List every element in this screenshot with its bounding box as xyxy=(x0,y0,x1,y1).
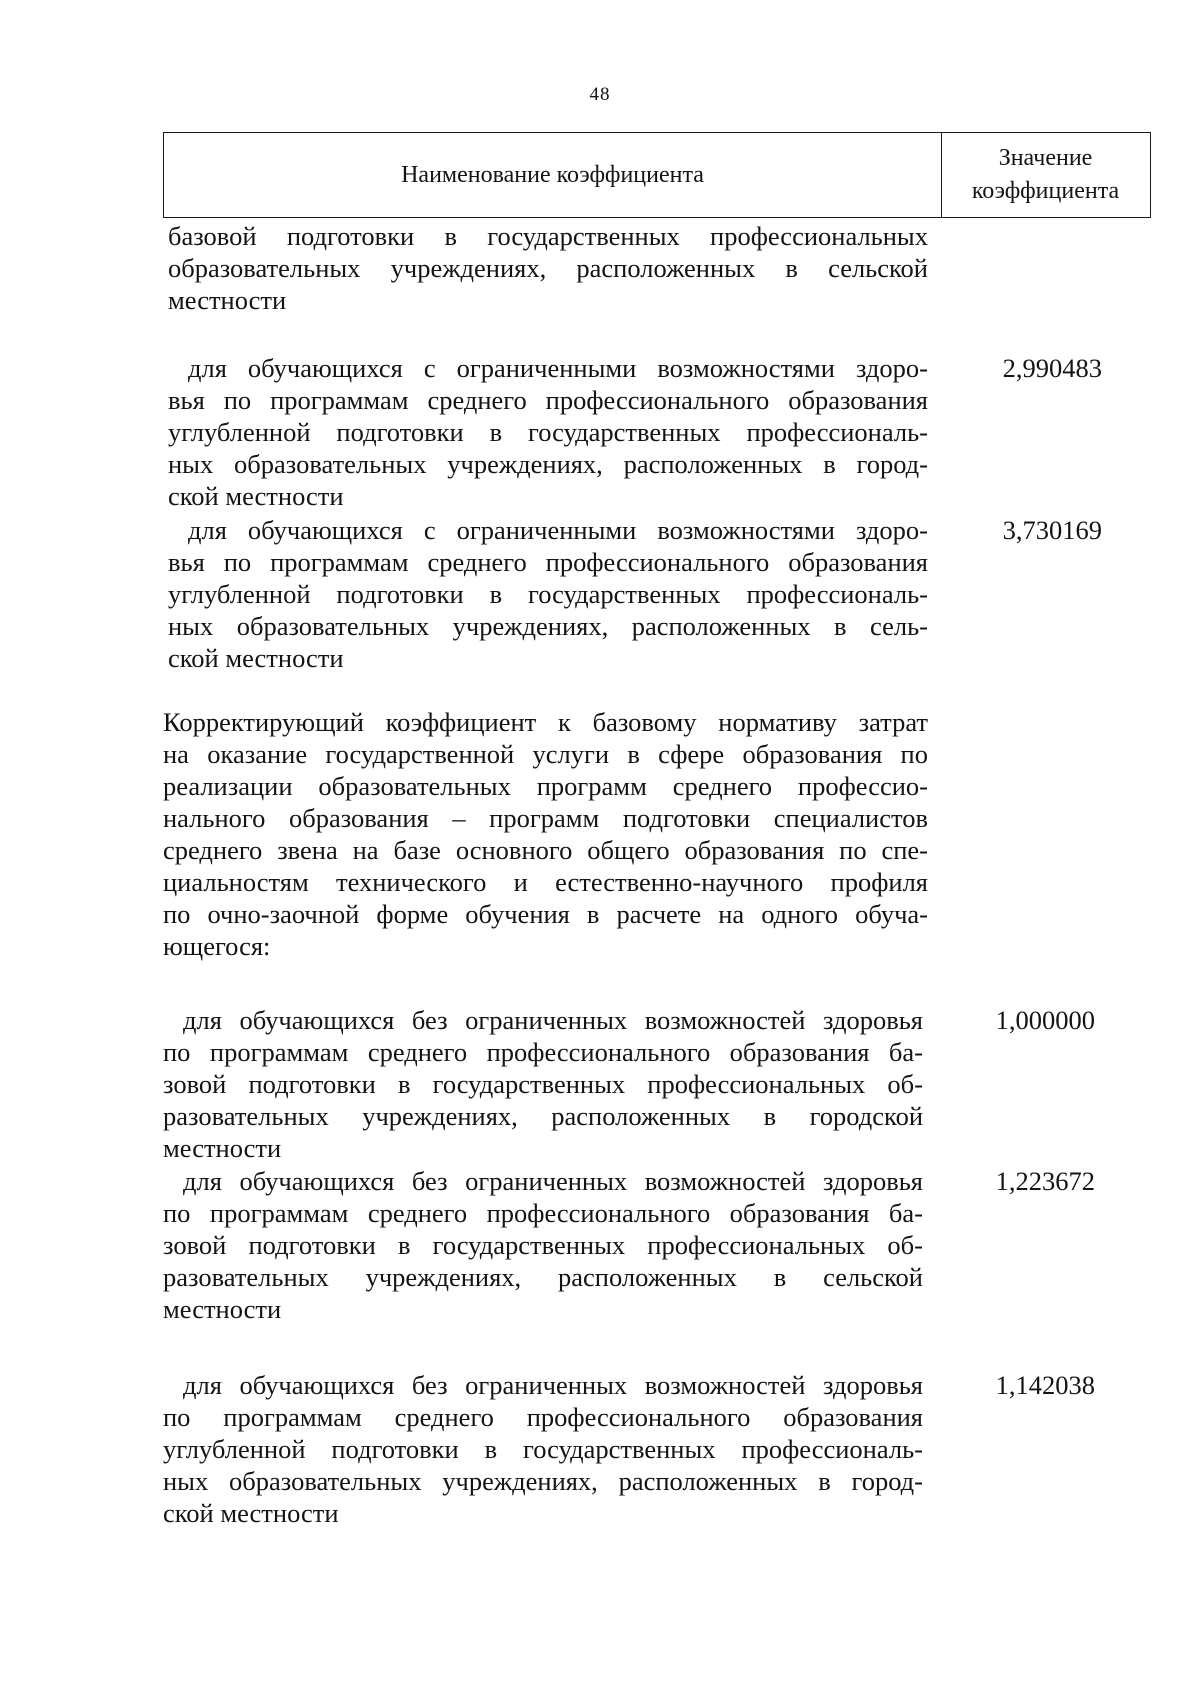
block-line: вья по программам среднего профессионального образования xyxy=(168,547,928,577)
block-line: для обучающихся без ограниченных возможностей здоровья xyxy=(183,1166,923,1196)
block-line: углубленной подготовки в государственных профессиональ- xyxy=(163,1434,923,1464)
coefficient-value: 1,142038 xyxy=(995,1370,1095,1400)
block-line: местности xyxy=(163,1294,282,1324)
block-line: местности xyxy=(163,1133,282,1163)
value-column-header-line1: Значение xyxy=(998,145,1093,171)
block-line: для обучающихся с ограниченными возможностями здоро- xyxy=(188,515,928,545)
value-column-header-line2: коэффициента xyxy=(971,178,1120,204)
page-number: 48 xyxy=(589,84,611,105)
block-line: ющегося: xyxy=(163,931,271,961)
block-line: по программам среднего профессионального образования xyxy=(163,1402,923,1432)
block-line: местности xyxy=(168,285,287,315)
block-line: реализации образовательных программ среднего профессио- xyxy=(163,771,928,801)
block-line: образовательных учреждениях, расположенных в сельской xyxy=(168,253,928,283)
block-line: вья по программам среднего профессионального образования xyxy=(168,385,928,415)
block-line: разовательных учреждениях, расположенных в сельской xyxy=(163,1262,923,1292)
block-line: ской местности xyxy=(163,1498,339,1528)
block-line: базовой подготовки в государственных профессиональных xyxy=(168,221,928,251)
block-line: для обучающихся без ограниченных возможностей здоровья xyxy=(183,1370,923,1400)
block-line: ской местности xyxy=(168,643,344,673)
block-line: ской местности xyxy=(168,481,344,511)
block-line: по программам среднего профессионального образования ба- xyxy=(163,1037,923,1067)
coefficient-value: 1,223672 xyxy=(995,1166,1095,1196)
block-line: для обучающихся с ограниченными возможностями здоро- xyxy=(188,353,928,383)
name-column-header-label: Наименование коэффициента xyxy=(401,161,704,188)
block-line: на оказание государственной услуги в сфере образования по xyxy=(163,739,928,769)
coefficient-value: 1,000000 xyxy=(995,1005,1095,1035)
block-line: углубленной подготовки в государственных профессиональ- xyxy=(168,579,928,609)
name-column-header xyxy=(164,133,942,217)
block-line: по программам среднего профессионального образования ба- xyxy=(163,1198,923,1228)
table-header xyxy=(163,132,1151,218)
coefficient-value: 2,990483 xyxy=(1002,353,1102,383)
block-line: нального образования – программ подготовки специалистов xyxy=(163,803,928,833)
block-line: ных образовательных учреждениях, расположенных в город- xyxy=(168,449,928,479)
block-line: среднего звена на базе основного общего образования по спе- xyxy=(163,835,928,865)
block-line: для обучающихся без ограниченных возможностей здоровья xyxy=(183,1005,923,1035)
coefficient-value: 3,730169 xyxy=(1002,515,1102,545)
block-line: Корректирующий коэффициент к базовому нормативу затрат xyxy=(163,707,928,737)
block-line: углубленной подготовки в государственных профессиональ- xyxy=(168,417,928,447)
value-column-header xyxy=(942,133,1149,217)
block-line: по очно-заочной форме обучения в расчете на одного обуча- xyxy=(163,899,928,929)
block-line: зовой подготовки в государственных профессиональных об- xyxy=(163,1069,923,1099)
block-line: разовательных учреждениях, расположенных в городской xyxy=(163,1101,923,1131)
block-line: зовой подготовки в государственных профессиональных об- xyxy=(163,1230,923,1260)
block-line: циальностям технического и естественно-научного профиля xyxy=(163,867,928,897)
block-line: ных образовательных учреждениях, расположенных в сель- xyxy=(168,611,928,641)
block-line: ных образовательных учреждениях, расположенных в город- xyxy=(163,1466,923,1496)
